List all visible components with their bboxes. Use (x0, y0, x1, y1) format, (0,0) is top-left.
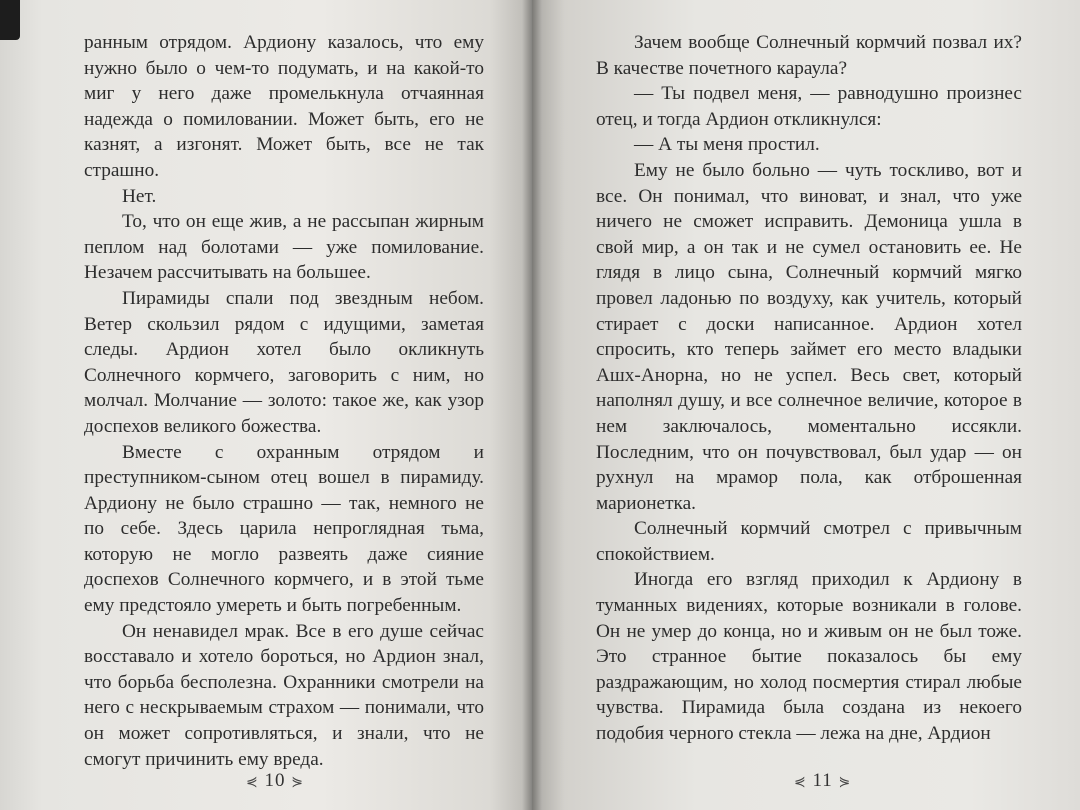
ornament-icon: ⋟ (291, 775, 304, 790)
paragraph: Зачем вообще Солнечный кормчий позвал их? В качестве почетного караула? (596, 32, 1022, 79)
paragraph: — А ты меня простил. (634, 134, 820, 156)
paragraph: Пирамиды спали под звездным небом. Ветер скользил рядом с идущими, заметая следы. Ардион хотел было окликнуть Солнечного кормчего, заговорить с ним, но молчал. Молчание — золото: такое же, как узор доспехов великого божества. (84, 287, 484, 437)
paragraph: Он ненавидел мрак. Все в его душе сейчас восставало и хотело бороться, но Ардион знал, что борьба бесполезна. Охранники смотрели на него с нескрываемым страхом — понимали, что он может сопротивляться, и знали, что не смогут причинить ему вреда. (84, 620, 484, 770)
book-gutter (522, 0, 542, 810)
left-page-text (84, 30, 484, 772)
paragraph: Иногда его взгляд приходил к Ардиону в туманных видениях, которые возникали в голове. Он не умер до конца, но и живым он не был тоже. Это странное бытие показалось бы ему раздражающим, но холод посмертия стирал любые чувства. Пирамида была создана из некоего подобия черного стекла — лежа на дне, Ардион (596, 569, 1022, 745)
page-number: 10 (264, 770, 286, 791)
page-number-left (246, 770, 304, 792)
right-page-text (596, 30, 1022, 747)
ornament-icon: ⋟ (838, 775, 852, 790)
paragraph: Нет. (122, 185, 157, 207)
paragraph: ранным отрядом. Ардиону казалось, что ему нужно было о чем-то подумать, и на какой-то миг у него даже промелькнула отчаянная надежда о помиловании. Может быть, его не казнят, а изгонят. Может быть, все не так страшно. (84, 32, 484, 181)
ornament-icon: ⋞ (246, 775, 259, 790)
right-page (532, 0, 1080, 810)
left-page (0, 0, 532, 810)
paragraph: — Ты подвел меня, — равнодушно произнес отец, и тогда Ардион откликнулся: (596, 83, 1022, 130)
paragraph: То, что он еще жив, а не рассыпан жирным пеплом над болотами — уже помилование. Незачем рассчитывать на большее. (84, 211, 484, 284)
ornament-icon: ⋞ (794, 775, 807, 790)
paragraph: Вместе с охранным отрядом и преступником-сыном отец вошел в пирамиду. Ардиону не было страшно — так, немного не по себе. Здесь царила непроглядная тьма, которую не могло развеять даже сияние доспехов Солнечного кормчего, и в этой тьме ему предстояло умереть и быть погребенным. (84, 441, 484, 617)
paragraph: Солнечный кормчий смотрел с привычным спокойствием. (596, 518, 1022, 565)
dark-corner (0, 0, 20, 40)
page-number-right (794, 770, 851, 792)
page-number: 11 (812, 770, 833, 791)
paragraph: Ему не было больно — чуть тоскливо, вот и все. Он понимал, что виноват, и знал, что уже ничего не сможет исправить. Демоница ушла в свой мир, а он так и не сумел остановить ее. Не глядя в лицо сына, Солнечный кормчий мягко провел ладонью по воздуху, как учитель, который стирает с доски написанное. Ардион хотел спросить, кто теперь займет его место владыки Ашх-Анорна, но не успел. Весь свет, который наполнял душу, и все солнечное величие, которое в нем заключалось, моментально иссякли. Последним, что он почувствовал, был удар — он рухнул на мрамор пола, как отброшенная марионетка. (596, 159, 1022, 514)
